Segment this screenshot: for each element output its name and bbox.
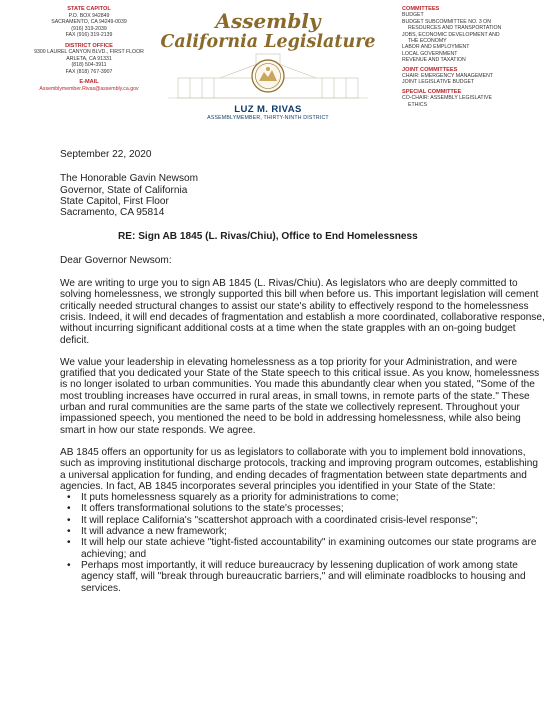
recipient-address (60, 173, 546, 218)
joint-committees-heading: JOINT COMMITTEES (402, 66, 458, 73)
subject-line: RE: Sign AB 1845 (L. Rivas/Chiu), Office to End Homelessness (118, 231, 418, 243)
committee-line: JOBS, ECONOMIC DEVELOPMENT AND (402, 31, 500, 38)
member-title: ASSEMBLYMEMBER, THIRTY-NINTH DISTRICT (207, 115, 329, 121)
capitol-building-seal-icon (160, 48, 376, 104)
list-item: • It offers transformational solutions to the state's processes; (73, 503, 546, 514)
salutation: Dear Governor Newsom: (60, 254, 172, 266)
district-line: FAX (818) 767-3907 (65, 68, 113, 75)
letterhead-left-column (4, 6, 174, 92)
list-item: • It will replace California's "scattershot approach with a coordinated crisis-level response"; (73, 515, 546, 526)
list-item: • It will help our state achieve "tight-fisted accountability" in examining outcomes our state programs are achieving; and (73, 537, 546, 560)
letter-date: September 22, 2020 (60, 149, 152, 160)
capitol-seal-row (160, 52, 376, 106)
capitol-line: SACRAMENTO, CA 94249-0039 (51, 19, 127, 25)
committee-line: LOCAL GOVERNMENT (402, 50, 458, 57)
principles-list (60, 492, 546, 594)
joint-committee-line: CHAIR: EMERGENCY MANAGEMENT (402, 73, 493, 80)
list-item: • It will advance a new framework; (73, 526, 546, 537)
body-paragraph: AB 1845 offers an opportunity for us as legislators to collaborate with you to implement bold innovations, such as improving institutional discharge protocols, tracking and improving program outcomes, establishing a universal application for funding, and ending decades of fragmentation between state departments and agencies. In fact, AB 1845 incorporates several principles you identified in your State of the State: (60, 446, 539, 492)
capitol-line: FAX (916) 319-2139 (65, 32, 113, 38)
district-heading: DISTRICT OFFICE (65, 42, 113, 49)
address-line: State Capitol, First Floor (60, 195, 169, 207)
district-line: 9300 LAUREL CANYON BLVD., FIRST FLOOR (34, 49, 144, 55)
address-line: Governor, State of California (60, 184, 188, 196)
district-line: ARLETA, CA 91331 (66, 55, 112, 62)
special-committee-line: ETHICS (408, 101, 428, 108)
letterhead-right-column (402, 6, 548, 108)
email-heading: E-MAIL (79, 79, 99, 85)
committees-heading: COMMITTEES (402, 6, 440, 12)
joint-committee-line: JOINT LEGISLATIVE BUDGET (402, 79, 475, 86)
assembly-wordmark: Assembly (215, 9, 321, 33)
committee-line: LABOR AND EMPLOYMENT (402, 44, 470, 51)
list-item: • It puts homelessness squarely as a priority for administrations to come; (73, 492, 546, 503)
capitol-line: (916) 319-2039 (71, 25, 107, 32)
body-paragraph: We are writing to urge you to sign AB 1845 (L. Rivas/Chiu). As legislators who are deeply committed to solving homelessness, we strongly supported this bill when before us. This important legislation will cement critically needed structural changes to assist our state's ability to effectively respond to the homelessness crisis. Indeed, it will end decades of fragmentation and establish a more coordinated, collaborative response, without incurring significant additional costs at a time when the state grapples with an on-going budget deficit. (60, 278, 545, 346)
special-committee-line: CO-CHAIR: ASSEMBLY LEGISLATIVE (402, 95, 492, 102)
district-line: (818) 504-3911 (71, 62, 107, 68)
committee-line: RESOURCES AND TRANSPORTATION (408, 25, 502, 32)
committee-line: REVENUE AND TAXATION (402, 57, 466, 64)
body-paragraph: We value your leadership in elevating homelessness as a top priority for your Administration, and were gratified that you dedicated your State of the State speech to this critical issue. As you know, homelessness is no longer isolated to urban communities. You made this abundantly clear when you stated, "Some of the most troubling increases have occurred in rural areas, in small towns, in remote parts of the state." These urban and rural communities are the same parts of the state we collectively represent. Throughout your impassioned speech, you mentioned the need to be bold in addressing homelessness, while also being smart in how our state responds. We agree. (60, 356, 540, 436)
committee-line: BUDGET SUBCOMMITTEE NO. 3 ON (402, 18, 491, 25)
legislature-wordmark: California Legislature (160, 32, 376, 52)
member-name: LUZ M. RIVAS (234, 104, 302, 115)
letterhead-center (160, 6, 376, 124)
list-item: • Perhaps most importantly, it will reduce bureaucracy by lessening duplication of work among state agency staff, will "break through bureaucratic barriers," and will eliminate roadblocks to housing and services. (73, 560, 546, 594)
letter-body (60, 149, 546, 594)
special-committee-heading: SPECIAL COMMITTEE (402, 88, 462, 95)
capitol-heading: STATE CAPITOL (67, 6, 111, 12)
email-address: Assemblymember.Rivas@assembly.ca.gov (39, 85, 139, 92)
address-line: The Honorable Gavin Newsom (60, 173, 199, 185)
committee-line: BUDGET (402, 12, 424, 19)
committee-line: THE ECONOMY (408, 38, 447, 45)
address-line: Sacramento, CA 95814 (60, 207, 165, 219)
capitol-line: P.O. BOX 942849 (68, 12, 110, 19)
